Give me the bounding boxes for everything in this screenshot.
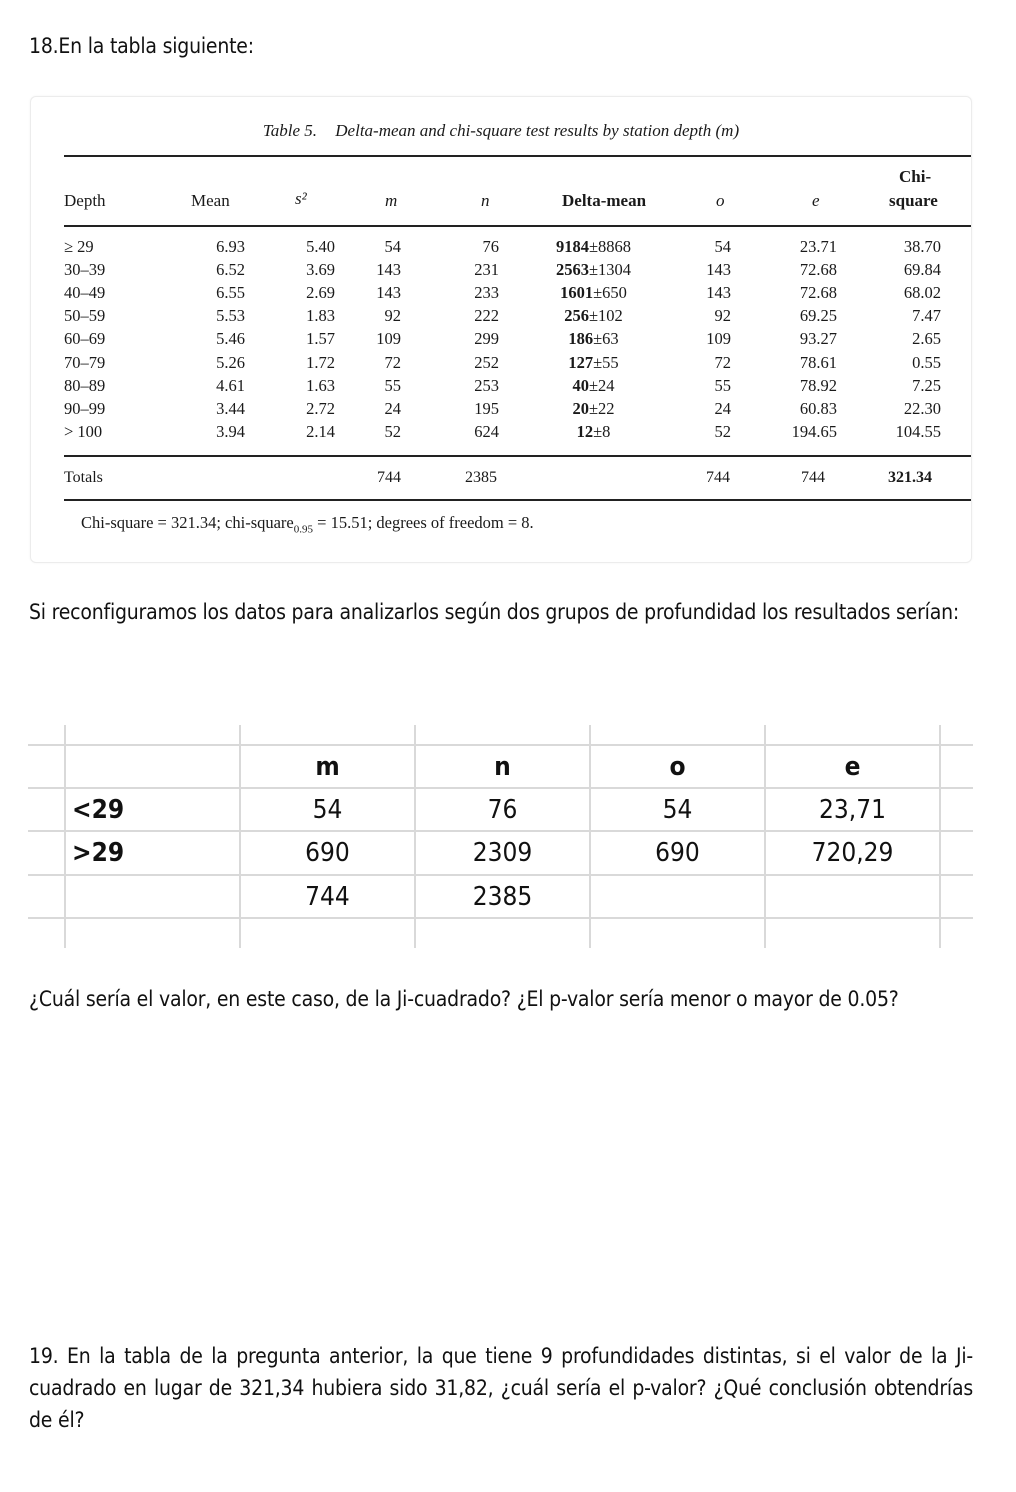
question-18-prompt: ¿Cuál sería el valor, en este caso, de la Ji-cuadrado? ¿El p-valor sería menor o mayor de 0.05?	[29, 987, 899, 1011]
grouped-table	[28, 725, 973, 948]
e-cell: 69.25	[799, 306, 837, 326]
s2-cell: 1.72	[306, 352, 335, 372]
delta-mean-value: 1601	[560, 283, 594, 303]
table-row	[31, 260, 971, 283]
n-cell: 222	[474, 306, 499, 326]
grouped-cell-o: 690	[655, 838, 700, 868]
grouped-cell-o: 54	[662, 795, 693, 825]
plus-minus-sign: ±	[588, 398, 599, 418]
delta-mean-cell	[531, 306, 656, 326]
o-cell: 52	[714, 421, 731, 441]
depth-cell: 90–99	[64, 398, 106, 418]
delta-mean-cell	[531, 376, 656, 396]
delta-mean-cell	[531, 353, 656, 373]
table-caption-label: Table 5.	[262, 121, 318, 140]
plus-minus-sign: ±	[593, 283, 603, 303]
footnote-subscript: 0.95	[293, 523, 314, 536]
delta-mean-cell	[531, 329, 656, 349]
delta-mean-value: 9184	[555, 237, 589, 256]
question-18-title: 18.En la tabla siguiente:	[29, 34, 254, 58]
totals-top-rule	[64, 455, 971, 457]
grouped-header-o: o	[669, 752, 686, 782]
grouped-total-m: 744	[305, 882, 350, 912]
delta-mean-error: 8	[602, 421, 611, 441]
m-cell: 143	[376, 260, 401, 280]
grouped-row-label: <29	[72, 795, 125, 825]
e-cell: 78.61	[799, 352, 837, 372]
e-cell: 78.92	[799, 375, 837, 395]
delta-mean-value: 127	[568, 352, 594, 372]
depth-cell: 30–39	[64, 260, 106, 280]
table-footnote	[81, 513, 534, 535]
s2-cell: 1.57	[306, 329, 335, 349]
grouped-header-n: n	[494, 752, 511, 782]
delta-mean-cell	[531, 260, 656, 280]
table-row	[31, 353, 971, 376]
e-cell: 93.27	[799, 329, 837, 349]
totals-o: 744	[706, 469, 730, 486]
n-cell: 252	[474, 352, 499, 372]
table-caption	[31, 121, 971, 141]
header-delta-mean: Delta-mean	[562, 191, 647, 210]
delta-mean-error: 650	[602, 283, 627, 303]
m-cell: 52	[384, 421, 401, 441]
s2-cell: 2.14	[306, 421, 335, 441]
n-cell: 299	[474, 329, 499, 349]
table-row	[31, 376, 971, 399]
plus-minus-sign: ±	[588, 237, 599, 256]
delta-mean-value: 20	[572, 398, 589, 418]
totals-n: 2385	[465, 469, 497, 486]
chi-square-cell: 104.55	[895, 421, 941, 441]
s2-cell: 3.69	[306, 260, 335, 280]
m-cell: 109	[376, 329, 401, 349]
delta-mean-cell	[531, 399, 656, 419]
mean-cell: 6.55	[216, 283, 245, 303]
depth-cell: > 100	[64, 421, 103, 441]
mean-cell: 4.61	[216, 375, 245, 395]
depth-cell: 50–59	[64, 306, 106, 326]
delta-mean-value: 40	[572, 375, 589, 395]
o-cell: 143	[706, 260, 731, 280]
m-cell: 24	[384, 398, 401, 418]
s2-cell: 1.83	[306, 306, 335, 326]
scanned-table-image	[30, 96, 972, 563]
plus-minus-sign: ±	[588, 375, 599, 395]
table-caption-text: Delta-mean and chi-square test results by station depth (m)	[335, 121, 740, 140]
header-n: n	[481, 191, 490, 210]
n-cell: 253	[474, 375, 499, 395]
m-cell: 143	[376, 283, 401, 303]
question-19-text: 19. En la tabla de la pregunta anterior, la que tiene 9 profundidades distintas, si el valor de la Ji-cuadrado en lugar de 321,34 hubiera sido 31,82, ¿cuál sería el p-valor? ¿Qué conclusión obtendrías de él?	[29, 1344, 973, 1432]
grouped-cell-m: 54	[312, 795, 343, 825]
o-cell: 72	[714, 352, 731, 372]
totals-m: 744	[377, 469, 401, 486]
header-m: m	[385, 191, 398, 210]
grouped-cell-e: 720,29	[811, 838, 894, 868]
n-cell: 195	[474, 398, 499, 418]
e-cell: 60.83	[799, 398, 837, 418]
delta-mean-value: 2563	[555, 260, 589, 280]
e-cell: 72.68	[799, 260, 837, 280]
m-cell: 55	[384, 375, 401, 395]
delta-mean-error: 102	[598, 306, 623, 326]
grouped-cell-e: 23,71	[819, 795, 886, 825]
n-cell: 231	[474, 260, 499, 280]
footnote-part1: Chi-square = 321.34; chi-square	[81, 513, 294, 532]
delta-mean-value: 186	[568, 329, 594, 349]
footnote-part2: = 15.51; degrees of freedom = 8.	[313, 513, 534, 532]
delta-mean-error: 8868	[598, 237, 632, 256]
mean-cell: 5.26	[216, 352, 245, 372]
o-cell: 55	[714, 375, 731, 395]
s2-cell: 2.69	[306, 283, 335, 303]
totals-e: 744	[801, 469, 825, 486]
mean-cell: 5.46	[216, 329, 245, 349]
table-row	[31, 283, 971, 306]
reconfigure-paragraph: Si reconfiguramos los datos para analizarlos según dos grupos de profundidad los resultados serían:	[29, 600, 960, 624]
delta-mean-cell	[531, 422, 656, 442]
delta-mean-error: 63	[602, 329, 619, 349]
header-o: o	[716, 191, 725, 210]
table-top-rule	[64, 155, 971, 157]
header-chi-square-line1: Chi-	[899, 167, 932, 186]
mean-cell: 5.53	[216, 306, 245, 326]
s2-cell: 5.40	[306, 237, 335, 256]
o-cell: 54	[714, 237, 731, 256]
chi-square-cell: 68.02	[903, 283, 941, 303]
header-depth: Depth	[64, 191, 106, 210]
plus-minus-sign: ±	[593, 329, 603, 349]
delta-mean-error: 55	[602, 352, 619, 372]
m-cell: 72	[384, 352, 401, 372]
plus-minus-sign: ±	[588, 306, 599, 326]
table-row	[31, 399, 971, 422]
grouped-row-label: >29	[72, 838, 125, 868]
delta-mean-value: 256	[564, 306, 589, 326]
o-cell: 109	[706, 329, 731, 349]
delta-mean-cell	[531, 283, 656, 303]
plus-minus-sign: ±	[593, 421, 603, 441]
table-bottom-rule	[64, 499, 971, 501]
header-mean: Mean	[191, 191, 230, 210]
n-cell: 76	[482, 237, 499, 256]
o-cell: 24	[714, 398, 731, 418]
grid-line	[939, 725, 941, 948]
table-row	[31, 329, 971, 352]
totals-chi-square: 321.34	[888, 469, 932, 486]
depth-cell: 80–89	[64, 375, 106, 395]
chi-square-cell: 0.55	[912, 352, 941, 372]
delta-mean-error: 22	[598, 398, 615, 418]
plus-minus-sign: ±	[593, 352, 603, 372]
grouped-total-n: 2385	[472, 882, 533, 912]
depth-cell: 70–79	[64, 352, 106, 372]
depth-cell: ≥ 29	[64, 237, 94, 256]
grouped-cell-n: 2309	[472, 838, 533, 868]
plus-minus-sign: ±	[588, 260, 599, 280]
grouped-header-m: m	[315, 752, 340, 782]
chi-square-cell: 38.70	[903, 237, 941, 256]
mean-cell: 6.93	[216, 237, 245, 256]
depth-cell: 40–49	[64, 283, 106, 303]
chi-square-cell: 7.25	[912, 375, 941, 395]
m-cell: 54	[384, 237, 401, 256]
header-s2: s²	[295, 189, 307, 208]
grouped-cell-n: 76	[487, 795, 518, 825]
mean-cell: 3.94	[216, 421, 245, 441]
chi-square-cell: 22.30	[903, 398, 941, 418]
grouped-header-e: e	[844, 752, 861, 782]
delta-mean-error: 24	[598, 375, 615, 395]
chi-square-cell: 69.84	[903, 260, 941, 280]
o-cell: 92	[714, 306, 731, 326]
s2-cell: 2.72	[306, 398, 335, 418]
table-row	[31, 422, 971, 445]
delta-mean-error: 1304	[598, 260, 632, 280]
m-cell: 92	[384, 306, 401, 326]
grouped-cell-m: 690	[305, 838, 350, 868]
table-row	[31, 306, 971, 329]
totals-label: Totals	[64, 469, 103, 486]
chi-square-cell: 7.47	[912, 306, 941, 326]
header-e: e	[812, 191, 820, 210]
delta-mean-cell	[531, 237, 656, 257]
header-chi-square-line2: square	[889, 191, 938, 210]
depth-cell: 60–69	[64, 329, 106, 349]
s2-cell: 1.63	[306, 375, 335, 395]
chi-square-cell: 2.65	[912, 329, 941, 349]
header-bottom-rule	[64, 225, 971, 227]
n-cell: 233	[474, 283, 499, 303]
mean-cell: 3.44	[216, 398, 245, 418]
e-cell: 23.71	[799, 237, 837, 256]
e-cell: 194.65	[791, 421, 837, 441]
n-cell: 624	[474, 421, 499, 441]
o-cell: 143	[706, 283, 731, 303]
delta-mean-value: 12	[576, 421, 594, 441]
e-cell: 72.68	[799, 283, 837, 303]
mean-cell: 6.52	[216, 260, 245, 280]
table-row	[31, 237, 971, 260]
